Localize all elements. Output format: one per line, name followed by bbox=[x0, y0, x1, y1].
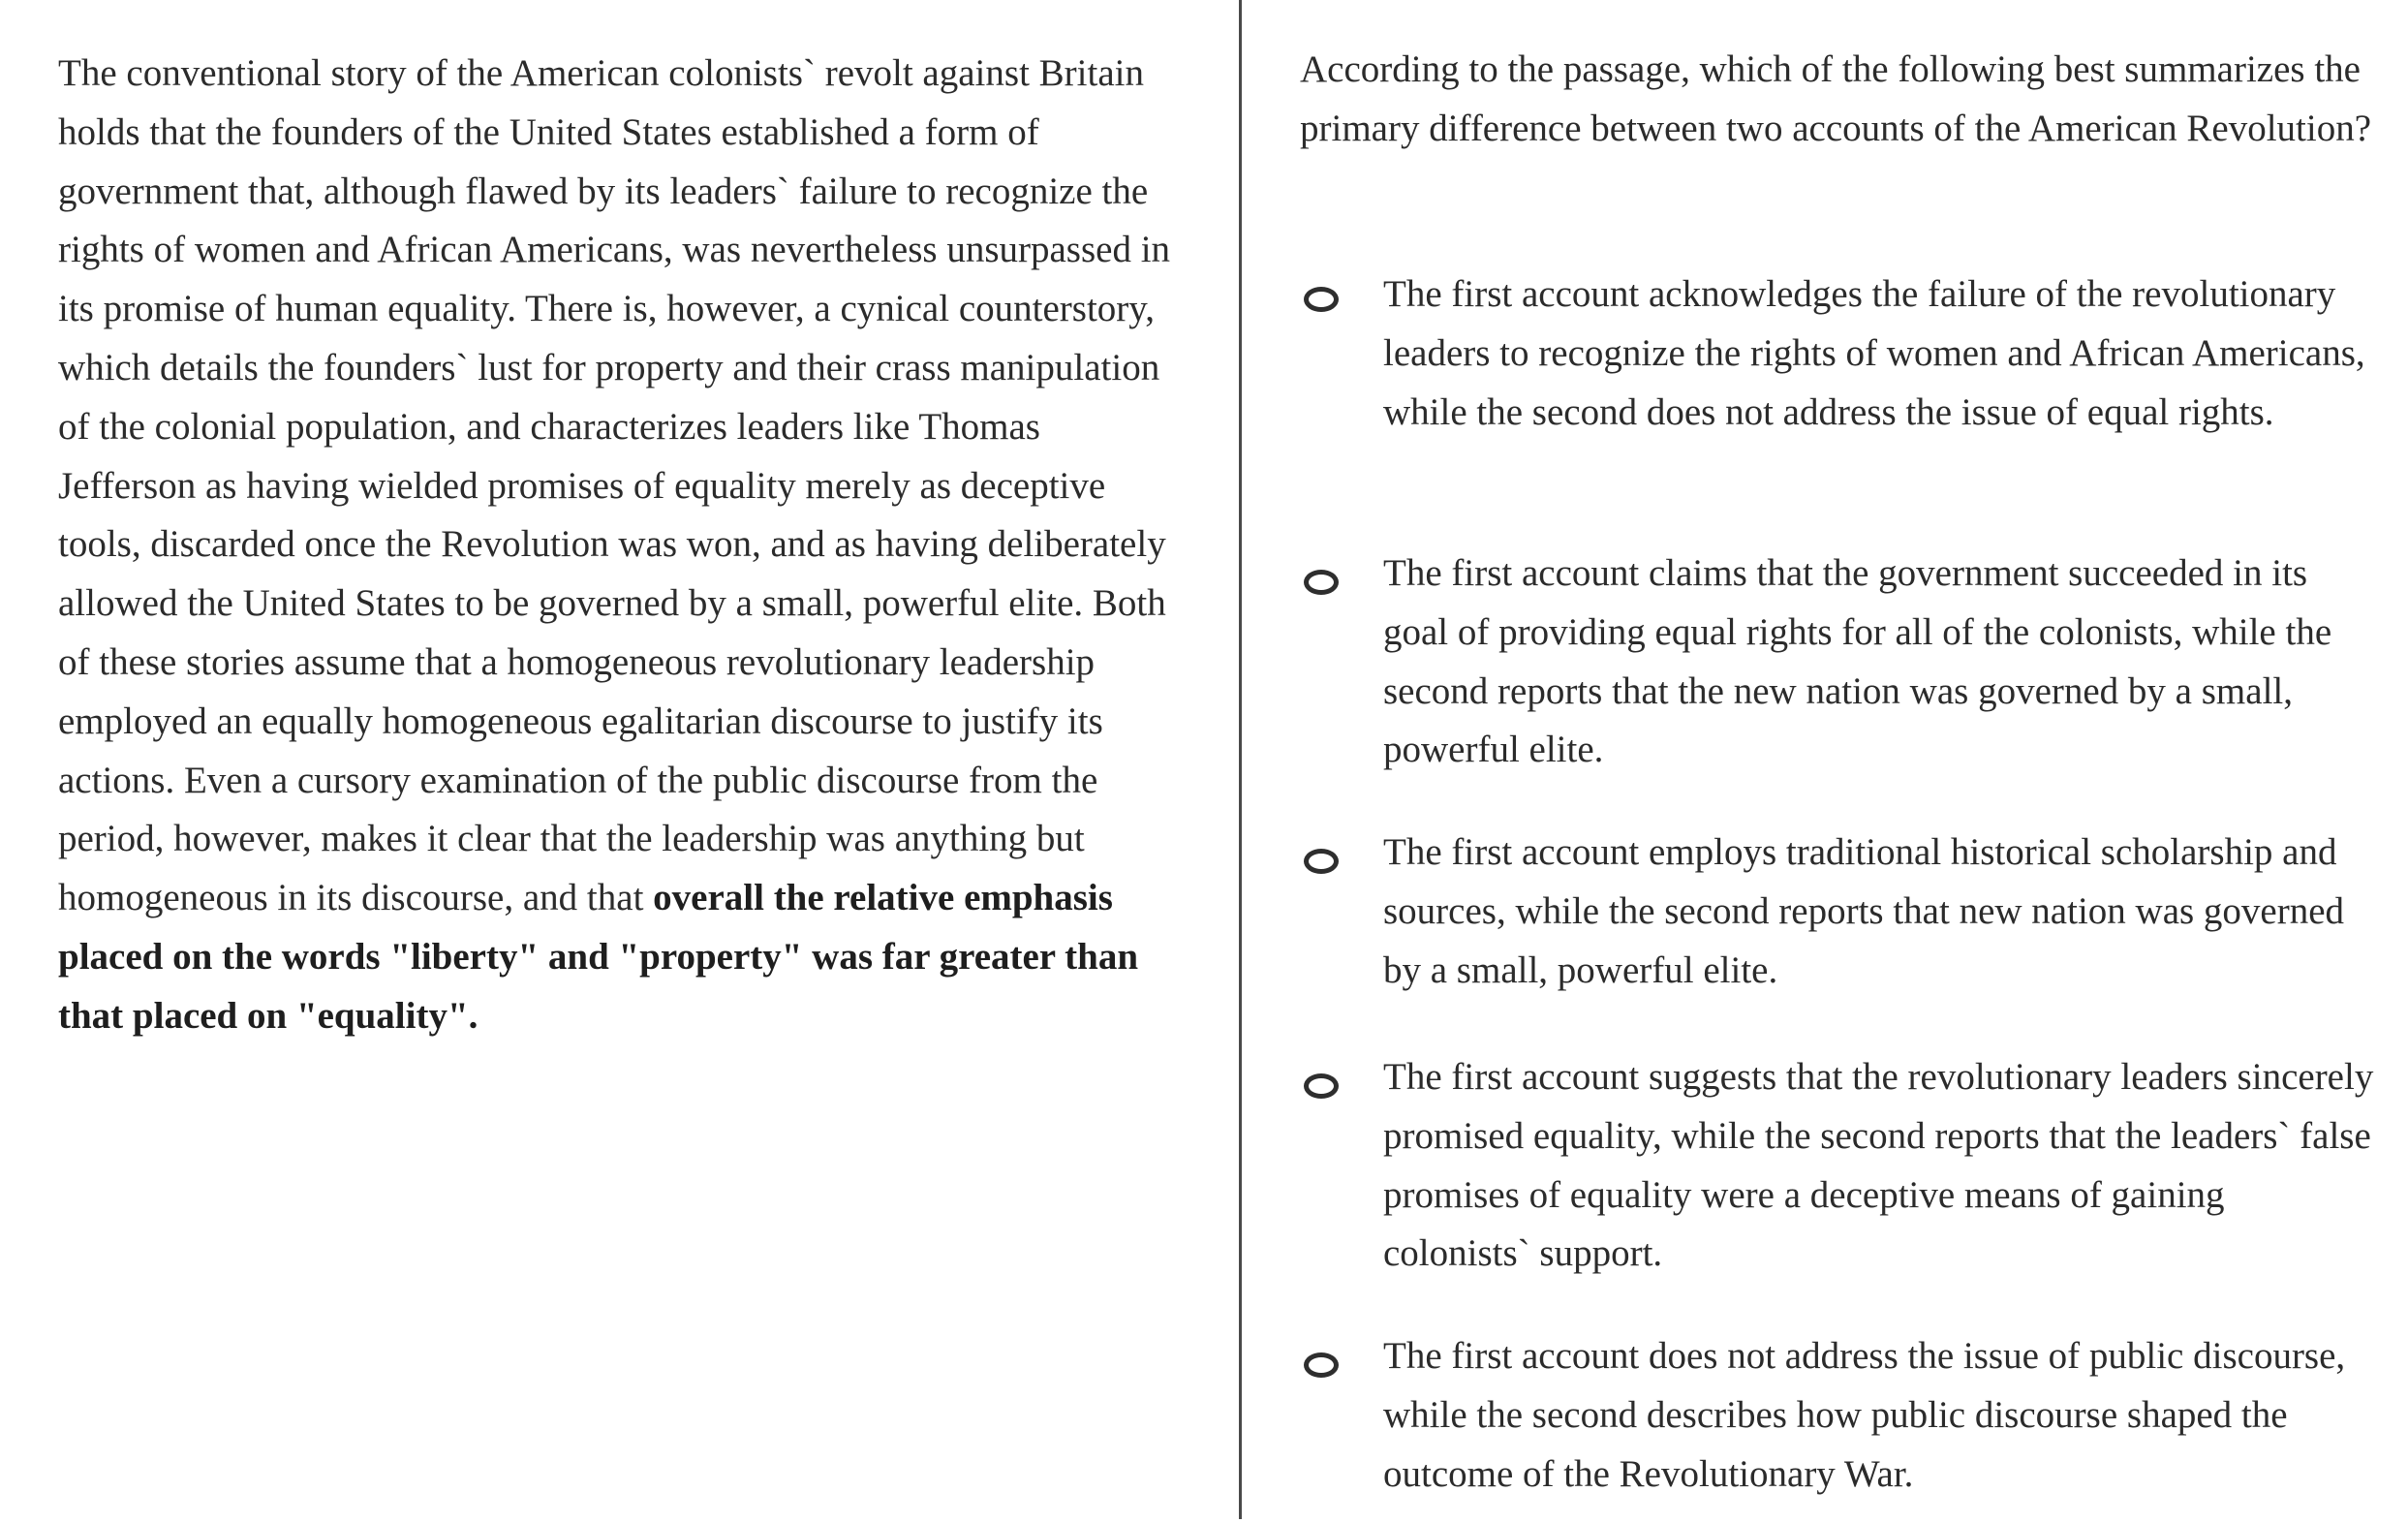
radio-button-icon[interactable] bbox=[1304, 849, 1339, 874]
radio-button-icon[interactable] bbox=[1304, 570, 1339, 595]
passage-highlight: overall the relative emphasis placed on the words "liberty" and "property" was far greater than that placed on "equality". bbox=[58, 877, 1139, 1037]
answer-choice-text[interactable]: The first account acknowledges the failure of the revolutionary leaders to recognize the rights of women and African Americans, while the second does not address the issue of equal rights. bbox=[1383, 273, 2365, 433]
question-stem: According to the passage, which of the following best summarizes the primary difference between two accounts of the American Revolution? bbox=[1300, 48, 2372, 149]
question-pane bbox=[1300, 41, 2385, 1495]
answer-choice-text[interactable]: The first account does not address the issue of public discourse, while the second describes how public discourse shaped the outcome of the Revolutionary War. bbox=[1383, 1335, 2346, 1495]
answer-choice-text[interactable]: The first account employs traditional historical scholarship and sources, while the second reports that new nation was governed by a small, powerful elite. bbox=[1383, 831, 2345, 991]
radio-button-icon[interactable] bbox=[1304, 1073, 1339, 1099]
answer-choice-text[interactable]: The first account claims that the government succeeded in its goal of providing equal rights for all of the colonists, while the second reports that the new nation was governed by a small, powerful elite. bbox=[1383, 552, 2332, 771]
answer-choice-text[interactable]: The first account suggests that the revolutionary leaders sincerely promised equality, while the second reports that the leaders` false promises of equality were a deceptive means of gaining colonists` support. bbox=[1383, 1056, 2374, 1275]
passage-pane bbox=[58, 45, 1172, 1046]
radio-button-icon[interactable] bbox=[1304, 287, 1339, 312]
pane-divider[interactable] bbox=[1239, 0, 1242, 1519]
radio-button-icon[interactable] bbox=[1304, 1352, 1339, 1378]
passage-text: The conventional story of the American colonists` revolt against Britain holds that the founders of the United States established a form of government that, although flawed by its leaders` failure to recognize the rights of women and African Americans, was nevertheless unsurpassed in its promise of human equality. There is, however, a cynical counterstory, which details the founders` lust for property and their crass manipulation of the colonial population, and characterizes leaders like Thomas Jefferson as having wielded promises of equality merely as deceptive tools, discarded once the Revolution was won, and as having deliberately allowed the United States to be governed by a small, powerful elite. Both of these stories assume that a homogeneous revolutionary leadership employed an equally homogeneous egalitarian discourse to justify its actions. Even a cursory examination of the public discourse from the period, however, makes it clear that the leadership was anything but homogeneous in its discourse, and that bbox=[58, 52, 1171, 919]
